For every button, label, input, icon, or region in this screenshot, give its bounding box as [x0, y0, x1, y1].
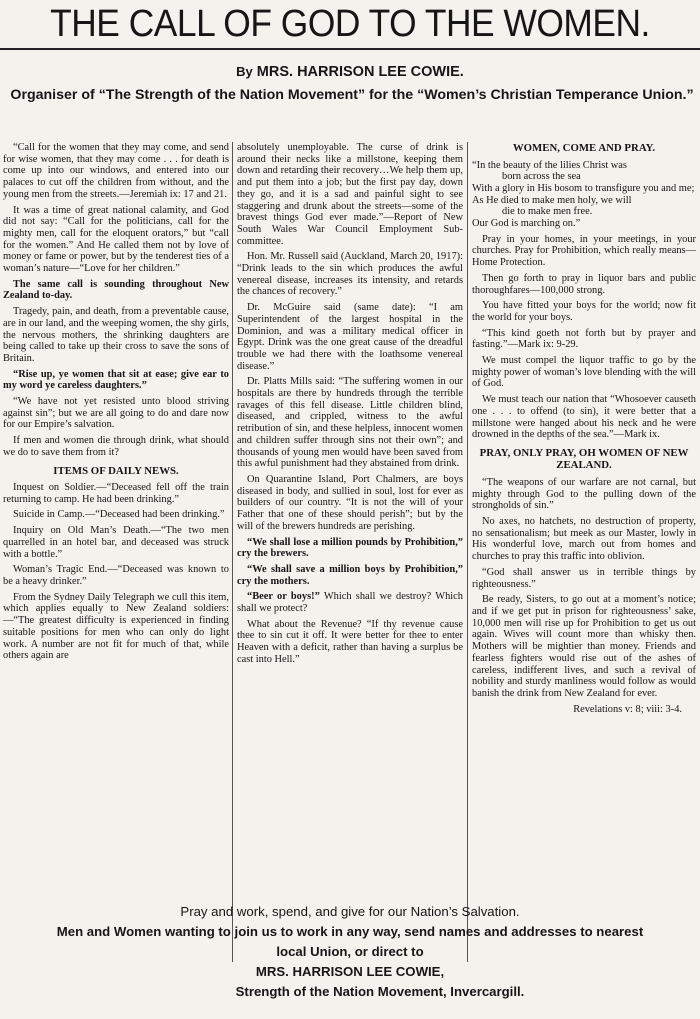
- verse-line: “In the beauty of the lilies Christ was: [472, 159, 627, 171]
- paragraph: Dr. Platts Mills said: “The suffering women in our hospitals are there by hundreds through the terrible ravages of this fell disease. Little children blind, diseased, and crippled, witness to the awful retribution of sin, and these helpless, innocent women and children suffer through sins not their own”; and thousands of young men would have been saved from this awful punishment had they abstained from drink.: [237, 376, 463, 470]
- footer: [0, 902, 700, 1002]
- headline: THE CALL OF GOD TO THE WOMEN.: [50, 3, 650, 45]
- paragraph: Hon. Mr. Russell said (Auckland, March 20, 1917): “Drink leads to the sin which produces the awful venereal disease, increases its intensity, and retards the chances of recovery.”: [237, 251, 463, 298]
- scripture-quote: “Call for the women that they may come, and send for wise women, that they may come . . . for death is come up into our windows, and entered into our palaces to cut off the children from without, and the young men from the streets.—Jeremiah ix: 17 and 21.: [3, 142, 229, 200]
- paragraph-rest: Which shall we destroy? Which shall we protect?: [237, 591, 463, 615]
- top-rule: [0, 48, 700, 50]
- column-1: [3, 142, 229, 964]
- paragraph: It was a time of great national calamity, and God did not say: “Call for the politicians, call for the mighty men, call for the eloquent orators,” but “call for the women.” And He called them not by love of money or fame or power, but by the tenderest ties of a woman’s nature—“Love for her children.”: [3, 204, 229, 275]
- column-2: [237, 142, 463, 964]
- paragraph: [237, 591, 463, 614]
- verse-line: Our God is marching on.”: [472, 218, 581, 230]
- byline-by: By: [236, 64, 253, 79]
- section-heading-pray: PRAY, ONLY PRAY, OH WOMEN OF NEW ZEALAND.: [479, 446, 689, 472]
- verse-line: born across the sea: [502, 171, 581, 183]
- paragraph: We must compel the liquor traffic to go by the mighty power of woman’s love blending with the will of God.: [472, 355, 696, 390]
- news-item: Inquest on Soldier.—“Deceased fell off the train returning to camp. He had been drinking.”: [3, 482, 229, 505]
- footer-address: Strength of the Nation Movement, Invercargill.: [235, 984, 525, 999]
- paragraph: What about the Revenue? “If thy revenue cause thee to sin cut it off. It were better for thee to enter Heaven with a deficit, rather than having a surplus be cast into Hell.”: [237, 618, 463, 665]
- paragraph: “This kind goeth not forth but by prayer and fasting.”—Mark ix: 9-29.: [472, 327, 696, 351]
- paragraph: Be ready, Sisters, to go out at a moment’s notice; and if we get put in prison for righteousness’ sake, 10,000 men will rise up for Prohibition to get us out again. Wives will count more than whisky then. Mothers will be mightier than money. Friends and fearless fighters would rise out of the ashes of careless, indifferent lives, and such a revival of nobility and sturdy manliness would follow as would banish the drink from New Zealand for ever.: [472, 594, 696, 699]
- paragraph: “We shall lose a million pounds by Prohibition,” cry the brewers.: [237, 536, 463, 560]
- news-item: Woman’s Tragic End.—“Deceased was known to be a heavy drinker.”: [3, 564, 229, 587]
- paragraph: Pray in your homes, in your meetings, in your churches. Pray for Prohibition, which really means—Home Protection.: [472, 233, 696, 269]
- column-divider: [467, 142, 468, 962]
- paragraph: “God shall answer us in terrible things by righteousness.”: [472, 566, 696, 590]
- paragraph: “The weapons of our warfare are not carnal, but mighty through God to the pulling down of the strongholds of sin.”: [472, 476, 696, 512]
- paragraph: We must teach our nation that “Whosoever causeth one . . . to offend (to sin), it were better that a millstone were hanged about his neck and he were drowned in the depths of the sea.”—Mark ix.: [472, 394, 696, 441]
- footer-instructions: Men and Women wanting to join us to work in any way, send names and addresses to nearest local Union, or direct to: [56, 924, 644, 959]
- section-heading-come-and-pray: WOMEN, COME AND PRAY.: [512, 142, 656, 154]
- paragraph: From the Sydney Daily Telegraph we cull this item, which applies equally to New Zealand soldiers:—“The greatest difficulty is experienced in finding suitable positions for men who can only do light work. A number are not fit for much of that, while others again are: [3, 591, 229, 662]
- byline: [0, 64, 700, 80]
- paragraph: “Rise up, ye women that sit at ease; give ear to my word ye careless daughters.”: [3, 368, 229, 392]
- paragraph: Tragedy, pain, and death, from a preventable cause, are in our land, and the weeping women, the shy girls, the nervous mothers, the shrinking daughters are being called to take up their cross to save the sons of Britain.: [3, 306, 229, 364]
- scripture-reference: Revelations v: 8; viii: 3-4.: [573, 703, 682, 715]
- verse-line: With a glory in His bosom to transfigure you and me;: [472, 182, 695, 194]
- paragraph: “We shall save a million boys by Prohibition,” cry the mothers.: [237, 563, 463, 587]
- paragraph: absolutely unemployable. The curse of drink is around their necks like a millstone, keeping them down and retarding their recovery…We help them up, and put them into a job; but the first pay day, down they go, and it is a sad and painful sight to see staggering and drunk about the streets—some of the bravest things God ever made.”—Report of New South Wales War Council Employment Sub-committee.: [237, 142, 463, 247]
- paragraph: On Quarantine Island, Port Chalmers, are boys diseased in body, and sullied in soul, lost for ever as builders of our country. “It is not the will of your Father that one of these should perish”; but by the will of the brewers hundreds are perishing.: [237, 473, 463, 532]
- footer-appeal: Pray and work, spend, and give for our Nation’s Salvation.: [180, 904, 520, 919]
- paragraph: If men and women die through drink, what should we do to save them from it?: [3, 435, 229, 458]
- verse-line: As He died to make men holy, we will: [472, 194, 632, 206]
- footer-name: MRS. HARRISON LEE COWIE,: [255, 964, 445, 979]
- paragraph: No axes, no hatchets, no destruction of property, no sensationalism; but meek as our Master, lowly in His wonderful love, march out from homes and churches to pray this traffic into oblivion.: [472, 516, 696, 563]
- column-3: [472, 142, 696, 964]
- beer-or-boys: “Beer or boys!”: [247, 591, 320, 603]
- hymn-verse: [472, 160, 696, 230]
- news-item: Inquiry on Old Man’s Death.—“The two men quarrelled in an hotel bar, and deceased was struck with a bottle.”: [3, 525, 229, 560]
- paragraph: You have fitted your boys for the world; now fit the world for your boys.: [472, 300, 696, 323]
- section-heading-items: ITEMS OF DAILY NEWS.: [53, 464, 179, 477]
- paragraph: “We have not yet resisted unto blood striving against sin”; but we are all going to do and dare now for our Empire’s salvation.: [3, 396, 229, 431]
- news-item: Suicide in Camp.—“Deceased had been drinking.”: [13, 509, 225, 521]
- paragraph: Dr. McGuire said (same date): “I am Superintendent of the largest hospital in the Dominion, and was a military medical officer in Egypt. Drink was the one great cause of the dreadful trouble we had there with the loathsome venereal disease.”: [237, 302, 463, 372]
- paragraph: The same call is sounding throughout New Zealand to-day.: [3, 278, 229, 302]
- byline-author: MRS. HARRISON LEE COWIE.: [256, 64, 464, 80]
- verse-line: die to make men free.: [502, 206, 593, 218]
- organiser-line: Organiser of “The Strength of the Nation Movement” for the “Women’s Christian Temperance Union.”: [10, 87, 694, 103]
- paragraph: Then go forth to pray in liquor bars and public thoroughfares—100,000 strong.: [472, 272, 696, 296]
- column-divider: [232, 142, 233, 962]
